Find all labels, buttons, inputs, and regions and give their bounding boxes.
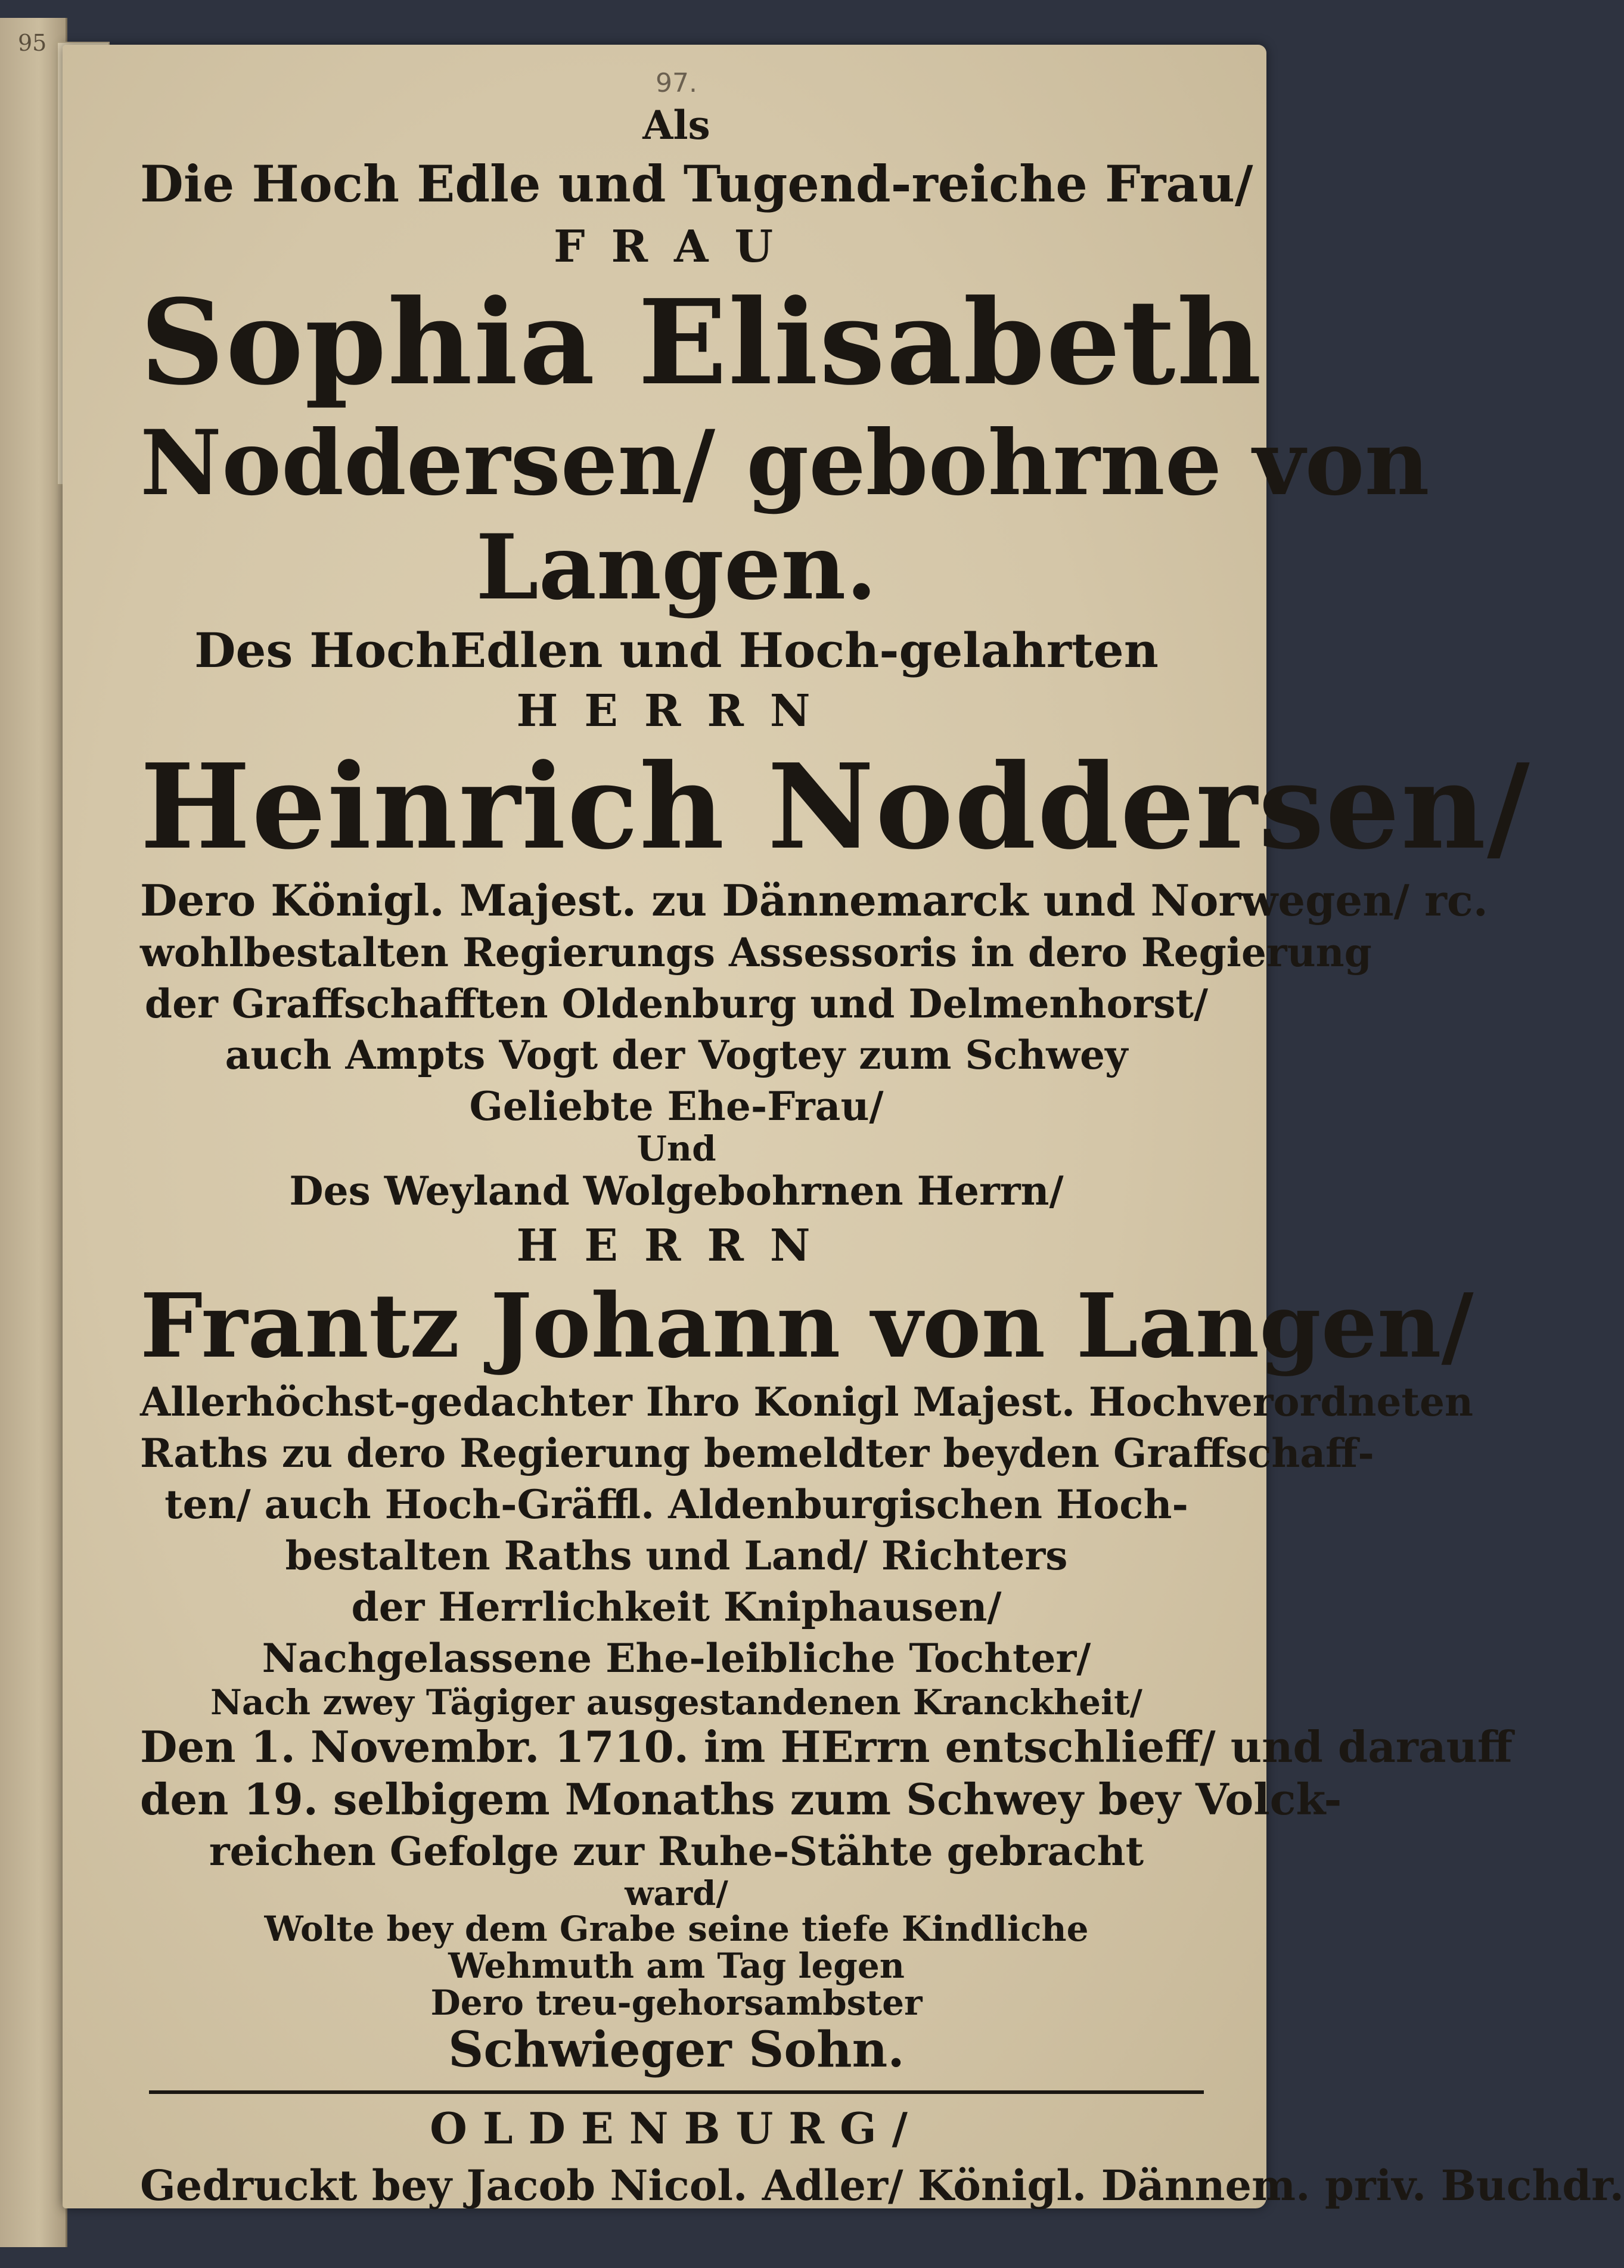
text-lines (140, 100, 1531, 2078)
text-line: Raths zu dero Regierung bemeldter beyden Graffschaff- (140, 1430, 1374, 1476)
text-line: der Herrlichkeit Kniphausen/ (351, 1584, 1002, 1630)
imprint-place: OLDENBURG/ (430, 2103, 923, 2154)
text-line: wohlbestalten Regierungs Assessoris in dero Regierung (140, 929, 1372, 976)
text-line: Und (636, 1128, 716, 1169)
text-line: HERRN (516, 1220, 837, 1271)
text-line: Dero treu-gehorsambster (430, 1982, 923, 2023)
text-line: Die Hoch Edle und Tugend-reiche Frau/ (140, 154, 1253, 213)
text-line: Noddersen/ gebohrne von (140, 411, 1430, 516)
text-line: der Graffschafften Oldenburg und Delmenhorst/ (144, 981, 1209, 1027)
text-line: bestalten Raths und Land/ Richters (285, 1532, 1068, 1579)
text-line: Dero Königl. Majest. zu Dännemarck und Norwegen/ rc. (140, 875, 1488, 926)
text-line: auch Ampts Vogt der Vogtey zum Schwey (225, 1032, 1128, 1078)
text-line: Nachgelassene Ehe-leibliche Tochter/ (262, 1635, 1091, 1681)
text-line: HERRN (516, 685, 837, 737)
text-line: Wehmuth am Tag legen (448, 1946, 905, 1986)
text-line: Allerhöchst-gedachter Ihro Konigl Majest. Hochverordneten (140, 1379, 1473, 1425)
text-line: Schwieger Sohn. (448, 2021, 905, 2078)
text-line: Des Weyland Wolgebohrnen Herrn/ (289, 1168, 1064, 1214)
left-page-number: 95 (18, 30, 47, 56)
text-line: den 19. selbigem Monaths zum Schwey bey Volck- (140, 1774, 1342, 1825)
text-line: Den 1. Novembr. 1710. im HErrn entschlieff/ und darauff (140, 1721, 1513, 1772)
text-line: Nach zwey Tägiger ausgestandenen Kranckheit/ (210, 1682, 1142, 1723)
text-line: Frantz Johann von Langen/ (140, 1274, 1474, 1377)
separator-rule (149, 2090, 1204, 2094)
text-line: FRAU (554, 221, 799, 272)
text-line: ten/ auch Hoch-Gräffl. Aldenburgischen Hoch- (164, 1481, 1188, 1528)
text-line: ward/ (625, 1874, 728, 1913)
title-page-text (140, 68, 1624, 2214)
text-line: Geliebte Ehe-Frau/ (469, 1083, 884, 1130)
text-line: Sophia Elisabeth (140, 274, 1263, 411)
text-line: Langen. (476, 515, 877, 620)
title-page (63, 45, 1624, 2210)
handwritten-page-number: 97. (656, 68, 697, 98)
text-line: Des HochEdlen und Hoch-gelahrten (194, 622, 1159, 678)
text-line: Als (642, 102, 710, 148)
text-line: reichen Gefolge zur Ruhe-Stähte gebracht (209, 1828, 1144, 1875)
imprint-printer: Gedruckt bey Jacob Nicol. Adler/ Königl. Dännem. priv. Buchdr. (140, 2161, 1624, 2210)
text-line: Wolte bey dem Grabe seine tiefe Kindliche (264, 1909, 1089, 1949)
text-line: Heinrich Noddersen/ (140, 739, 1531, 876)
